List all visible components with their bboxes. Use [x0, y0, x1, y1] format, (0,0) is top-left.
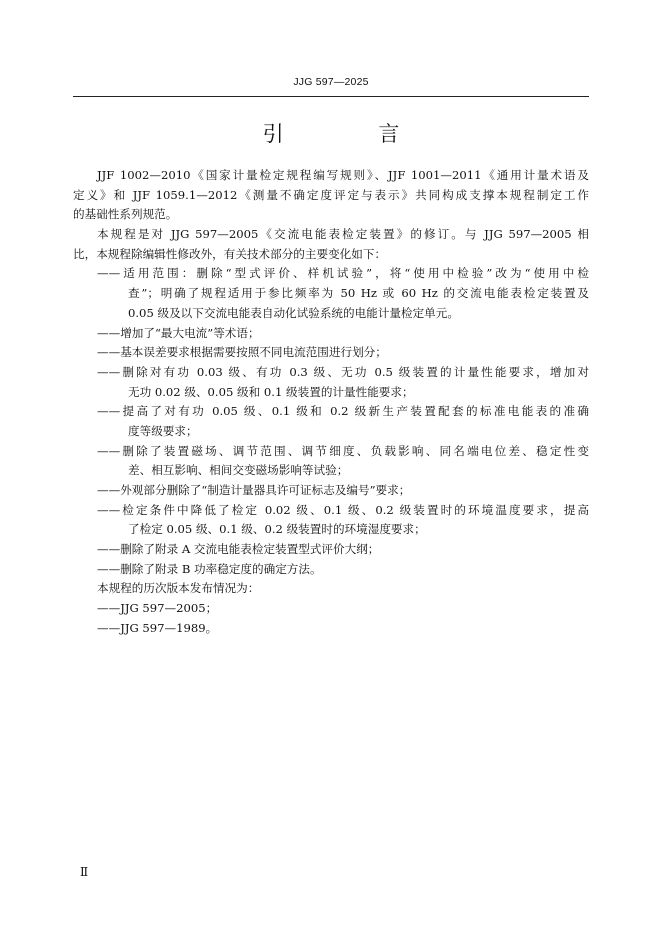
- text-line: 0.05 级及以下交流电能表自动化试验系统的电能计量检定单元。: [128, 305, 459, 320]
- running-header: JJG 597—2025: [293, 76, 369, 88]
- text-line: 的基础性系列规范。: [73, 207, 178, 222]
- text-line: ——删除了附录 A 交流电能表检定装置型式评价大纲；: [97, 542, 380, 557]
- text-line: JJF 1002—2010《国家计量检定规程编写规则》、JJF 1001—2011《通用计量术语及: [97, 168, 589, 182]
- text-line: ——JJG 597—2005；: [97, 601, 218, 616]
- text-line: ——删除对有功 0.03 级、有功 0.3 级、无功 0.5 级装置的计量性能要求，增加对: [97, 364, 589, 379]
- text-line: ——检定条件中降低了检定 0.02 级、0.1 级、0.2 级装置时的环境温度要求，提高: [97, 502, 589, 517]
- text-line: ——JJG 597—1989。: [97, 620, 218, 635]
- section-title: 引 言: [262, 122, 444, 146]
- text-line: 度等级要求；: [128, 423, 198, 438]
- body-text: [73, 166, 589, 639]
- text-line: ——删除了附录 B 功率稳定度的确定方法。: [97, 561, 322, 576]
- text-line: 定义》和 JJF 1059.1—2012《测量不确定度评定与表示》共同构成支撑本规程制定工作: [73, 187, 589, 202]
- text-line: ——外观部分删除了“制造计量器具许可证标志及编号”要求；: [97, 483, 411, 497]
- text-line: 无功 0.02 级、0.05 级和 0.1 级装置的计量性能要求；: [128, 384, 414, 399]
- text-line: 比，本规程除编辑性修改外，有关技术部分的主要变化如下：: [73, 246, 387, 261]
- text-line: 查”；明确了规程适用于参比频率为 50 Hz 或 60 Hz 的交流电能表检定装置及: [128, 286, 589, 301]
- text-line: ——适用范围：删除“型式评价、样机试验”，将“使用中检验”改为“使用中检: [97, 266, 589, 281]
- text-line: 本规程的历次版本发布情况为：: [97, 581, 260, 596]
- text-line: ——删除了装置磁场、调节范围、调节细度、负载影响、同名端电位差、稳定性变: [97, 443, 589, 458]
- text-line: ——提高了对有功 0.05 级、0.1 级和 0.2 级新生产装置配套的标准电能表的准确: [97, 404, 589, 419]
- text-line: 差、相互影响、相间交变磁场影响等试验；: [128, 463, 349, 478]
- text-line: ——增加了“最大电流”等术语；: [97, 325, 260, 340]
- text-line: ——基本误差要求根据需要按照不同电流范围进行划分；: [97, 345, 387, 360]
- header-rule: [73, 96, 589, 97]
- text-line: 本规程是对 JJG 597—2005《交流电能表检定装置》的修订。与 JJG 597—2005 相: [97, 227, 589, 242]
- text-line: 了检定 0.05 级、0.1 级、0.2 级装置时的环境湿度要求；: [128, 522, 426, 537]
- page-number: Ⅱ: [80, 865, 89, 879]
